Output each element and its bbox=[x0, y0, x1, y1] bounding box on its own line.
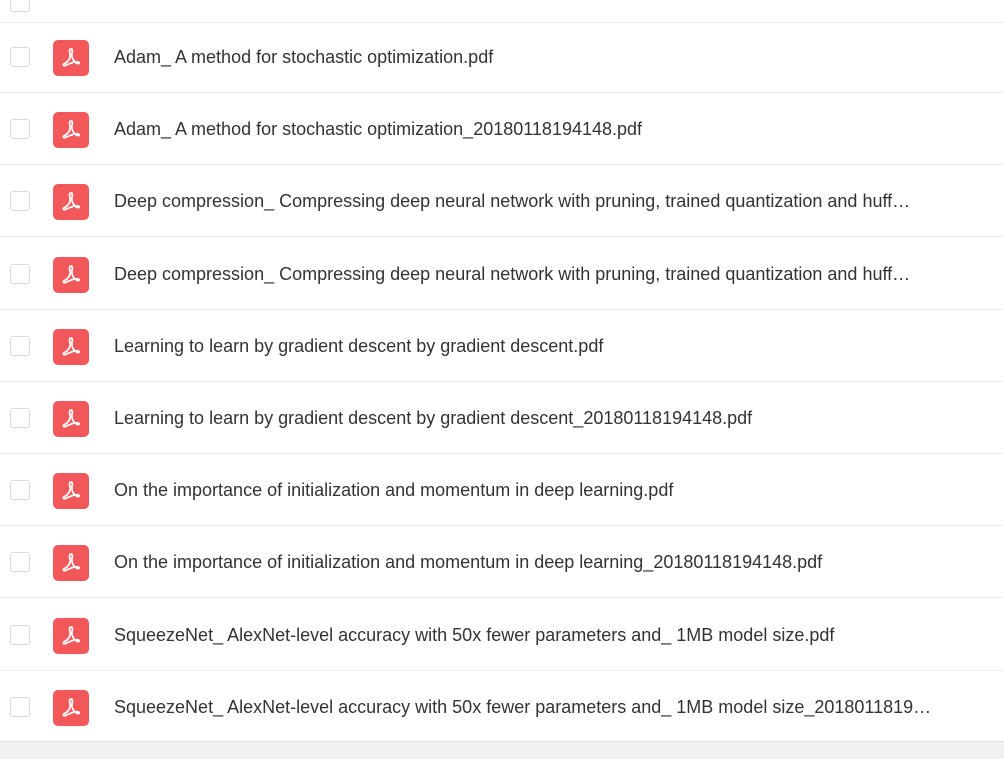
pdf-icon bbox=[53, 329, 89, 365]
file-checkbox[interactable] bbox=[10, 697, 30, 717]
file-row[interactable] bbox=[0, 671, 1004, 743]
file-name[interactable]: SqueezeNet_ AlexNet-level accuracy with 50x fewer parameters and_ 1MB model size.pdf bbox=[114, 624, 835, 645]
file-checkbox[interactable] bbox=[10, 191, 30, 211]
file-checkbox[interactable] bbox=[10, 264, 30, 284]
file-name[interactable]: Deep compression_ Compressing deep neural network with pruning, trained quantization and huff… bbox=[114, 263, 911, 284]
pdf-icon bbox=[53, 545, 89, 581]
pdf-icon bbox=[53, 257, 89, 293]
file-name[interactable]: SqueezeNet_ AlexNet-level accuracy with 50x fewer parameters and_ 1MB model size_2018011819… bbox=[114, 696, 932, 717]
pdf-icon bbox=[53, 184, 89, 220]
pdf-icon bbox=[53, 112, 89, 148]
file-name[interactable]: Learning to learn by gradient descent by gradient descent.pdf bbox=[114, 335, 604, 356]
file-checkbox[interactable] bbox=[10, 47, 30, 67]
file-row[interactable] bbox=[0, 21, 1004, 93]
file-checkbox[interactable] bbox=[10, 336, 30, 356]
file-row[interactable] bbox=[0, 526, 1004, 598]
file-row[interactable] bbox=[0, 310, 1004, 382]
file-name[interactable]: On the importance of initialization and momentum in deep learning_20180118194148.pdf bbox=[114, 552, 823, 573]
file-name[interactable]: On the importance of initialization and momentum in deep learning.pdf bbox=[114, 480, 674, 501]
file-name[interactable]: Adam_ A method for stochastic optimization.pdf bbox=[114, 47, 494, 67]
pdf-icon bbox=[53, 401, 89, 437]
file-checkbox[interactable] bbox=[10, 625, 30, 645]
file-row[interactable] bbox=[0, 165, 1004, 237]
pdf-icon bbox=[53, 690, 89, 726]
file-row[interactable] bbox=[0, 238, 1004, 310]
file-name[interactable]: Deep compression_ Compressing deep neural network with pruning, trained quantization and huff… bbox=[114, 191, 911, 212]
file-name[interactable]: Learning to learn by gradient descent by gradient descent_20180118194148.pdf bbox=[114, 408, 753, 428]
select-all-row bbox=[0, 0, 1004, 23]
file-checkbox[interactable] bbox=[10, 408, 30, 428]
file-checkbox[interactable] bbox=[10, 480, 30, 500]
file-row[interactable] bbox=[0, 93, 1004, 165]
pdf-icon bbox=[53, 473, 89, 509]
select-all-checkbox[interactable] bbox=[10, 0, 30, 12]
file-checkbox[interactable] bbox=[10, 119, 30, 139]
bottom-bar bbox=[0, 741, 1004, 759]
file-row[interactable] bbox=[0, 454, 1004, 526]
pdf-icon bbox=[53, 618, 89, 654]
file-name[interactable]: Adam_ A method for stochastic optimization_20180118194148.pdf bbox=[114, 119, 643, 140]
file-row[interactable] bbox=[0, 599, 1004, 671]
file-checkbox[interactable] bbox=[10, 552, 30, 572]
pdf-icon bbox=[53, 40, 89, 76]
file-row[interactable] bbox=[0, 382, 1004, 454]
